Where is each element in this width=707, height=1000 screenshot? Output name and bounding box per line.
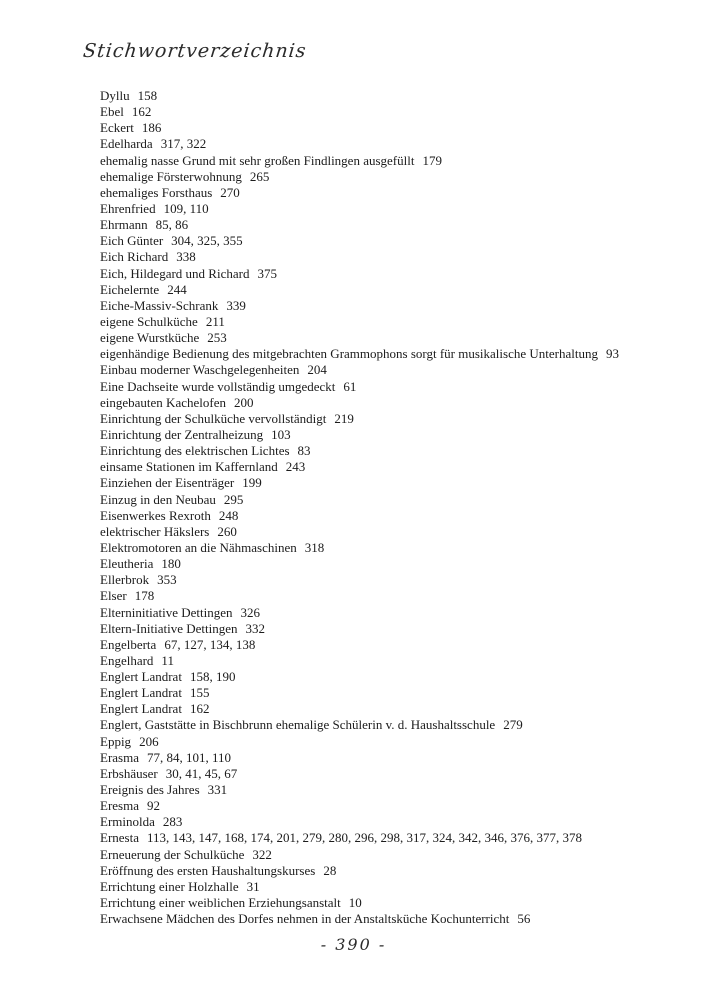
index-entry [100,911,700,927]
entry-term: Errichtung einer Holzhalle [100,878,239,894]
entry-term: Einzug in den Neubau [100,491,216,507]
page-number: - 390 - [320,935,387,954]
entry-term: ehemalig nasse Grund mit sehr großen Findlingen ausgefüllt [100,152,415,168]
entry-term: Ebel [100,104,124,120]
entry-page-numbers: 109, 110 [163,200,209,216]
entry-page-numbers: 10 [348,895,362,911]
entry-term: Einziehen der Eisenträger [100,475,235,491]
entry-page-numbers: 279 [503,717,523,733]
entry-page-numbers: 204 [307,362,327,378]
entry-page-numbers: 93 [605,346,619,362]
index-entry [100,104,700,120]
entry-term: eingebauten Kachelofen [100,394,226,410]
index-entry [100,701,700,717]
entry-page-numbers: 270 [220,184,240,200]
entry-page-numbers: 317, 322 [160,136,207,152]
entry-page-numbers: 318 [304,539,325,555]
index-entry [100,379,700,395]
index-entry [100,734,700,750]
entry-page-numbers: 162 [131,104,152,120]
entry-page-numbers: 332 [245,620,266,636]
index-entry [100,153,700,169]
entry-term: ehemalige Försterwohnung [100,168,242,184]
entry-page-numbers: 30, 41, 45, 67 [165,765,238,781]
entry-page-numbers: 155 [189,685,210,701]
entry-term: Englert Landrat [100,701,182,717]
index-entry [100,847,700,863]
entry-term: Elser [100,588,127,604]
index-entry-list [100,88,700,927]
index-entry [100,766,700,782]
index-entry [100,621,700,637]
index-entry [100,637,700,653]
entry-page-numbers: 103 [271,426,291,442]
index-entry [100,427,700,443]
index-entry [100,217,700,233]
index-entry [100,798,700,814]
entry-page-numbers: 158 [137,88,158,103]
index-entry [100,136,700,152]
entry-term: Erwachsene Mädchen des Dorfes nehmen in der Anstaltsküche Kochunterricht [100,911,510,927]
index-entry [100,185,700,201]
entry-page-numbers: 283 [162,814,183,830]
index-entry [100,282,700,298]
entry-term: Englert Landrat [100,685,182,701]
index-entry [100,169,700,185]
index-entry [100,524,700,540]
index-entry [100,233,700,249]
entry-term: eigene Schulküche [100,313,198,329]
entry-page-numbers: 331 [207,782,228,798]
entry-term: Ernesta [100,830,139,846]
entry-page-numbers: 162 [189,701,210,717]
index-entry [100,669,700,685]
entry-term: Dyllu [100,88,130,103]
entry-term: Eltern-Initiative Dettingen [100,620,238,636]
entry-term: einsame Stationen im Kaffernland [100,459,278,475]
entry-term: Errichtung einer weiblichen Erziehungsanstalt [100,895,341,911]
index-entry [100,443,700,459]
entry-term: Eiche-Massiv-Schrank [100,297,219,313]
entry-term: Eresma [100,798,139,814]
entry-term: Elektromotoren an die Nähmaschinen [100,539,297,555]
entry-term: eigene Wurstküche [100,330,200,346]
index-entry [100,88,700,104]
entry-term: Ehrenfried [100,200,156,216]
entry-page-numbers: 353 [157,572,177,588]
entry-page-numbers: 179 [422,152,442,168]
entry-term: Englert, Gaststätte in Bischbrunn ehemalige Schülerin v. d. Haushaltsschule [100,717,496,733]
index-entry [100,750,700,766]
entry-term: Engelberta [100,636,157,652]
entry-term: Einrichtung des elektrischen Lichtes [100,443,290,459]
entry-page-numbers: 295 [223,491,244,507]
entry-page-numbers: 375 [257,265,277,281]
entry-page-numbers: 28 [323,862,337,878]
entry-page-numbers: 326 [240,604,260,620]
entry-term: Eisenwerkes Rexroth [100,507,211,523]
entry-page-numbers: 186 [141,120,162,136]
index-entry [100,556,700,572]
entry-page-numbers: 61 [343,378,357,394]
entry-page-numbers: 244 [167,281,187,297]
entry-term: eigenhändige Bedienung des mitgebrachten Grammophons sorgt für musikalische Unterhaltung [100,346,598,362]
index-entry [100,572,700,588]
entry-term: Ereignis des Jahres [100,782,200,798]
entry-page-numbers: 67, 127, 134, 138 [164,636,256,652]
entry-page-numbers: 113, 143, 147, 168, 174, 201, 279, 280, 296, 298, 317, 324, 342, 346, 376, 377, 378 [146,830,583,846]
entry-term: ehemaliges Forsthaus [100,184,213,200]
entry-page-numbers: 178 [134,588,155,604]
entry-term: elektrischer Häkslers [100,523,210,539]
index-entry [100,120,700,136]
entry-page-numbers: 248 [218,507,239,523]
entry-page-numbers: 77, 84, 101, 110 [146,749,232,765]
entry-page-numbers: 304, 325, 355 [171,233,243,249]
entry-term: Eich Richard [100,249,169,265]
entry-term: Edelharda [100,136,153,152]
entry-term: Einrichtung der Zentralheizung [100,426,264,442]
entry-page-numbers: 56 [517,911,531,927]
index-entry [100,395,700,411]
index-entry [100,540,700,556]
entry-page-numbers: 339 [226,297,246,313]
entry-term: Eppig [100,733,132,749]
index-entry [100,266,700,282]
entry-term: Erneuerung der Schulküche [100,846,245,862]
entry-term: Ehrmann [100,217,148,233]
index-entry [100,201,700,217]
index-entry [100,508,700,524]
index-entry [100,411,700,427]
index-entry [100,249,700,265]
entry-term: Englert Landrat [100,669,182,685]
index-entry [100,346,700,362]
entry-term: Eich Günter [100,233,164,249]
index-entry [100,895,700,911]
index-entry [100,314,700,330]
entry-term: Erbshäuser [100,765,158,781]
entry-term: Einbau moderner Waschgelegenheiten [100,362,300,378]
entry-page-numbers: 31 [246,878,260,894]
page-heading: Stichwortverzeichnis [82,40,308,62]
entry-term: Engelhard [100,652,154,668]
entry-term: Eine Dachseite wurde vollständig umgedeckt [100,378,336,394]
entry-page-numbers: 83 [297,443,311,459]
index-entry [100,588,700,604]
entry-page-numbers: 206 [139,733,159,749]
index-entry [100,362,700,378]
entry-term: Erminolda [100,814,155,830]
entry-page-numbers: 211 [205,313,225,329]
index-entry [100,459,700,475]
index-entry [100,830,700,846]
entry-page-numbers: 199 [242,475,262,491]
entry-term: Eich, Hildegard und Richard [100,265,250,281]
entry-term: Eichelernte [100,281,160,297]
index-entry [100,717,700,733]
index-entry [100,475,700,491]
index-entry [100,814,700,830]
entry-term: Eckert [100,120,134,136]
entry-page-numbers: 338 [176,249,196,265]
index-entry [100,879,700,895]
index-entry [100,605,700,621]
entry-page-numbers: 243 [285,459,306,475]
entry-page-numbers: 253 [207,330,227,346]
index-entry [100,782,700,798]
entry-page-numbers: 322 [252,846,272,862]
entry-page-numbers: 200 [233,394,254,410]
entry-term: Eleutheria [100,556,154,572]
index-entry [100,330,700,346]
entry-term: Eröffnung des ersten Haushaltungskurses [100,862,316,878]
entry-term: Ellerbrok [100,572,150,588]
entry-page-numbers: 265 [249,168,270,184]
index-entry [100,298,700,314]
index-entry [100,653,700,669]
entry-page-numbers: 92 [146,798,160,814]
index-entry [100,492,700,508]
entry-page-numbers: 158, 190 [189,669,236,685]
entry-page-numbers: 219 [334,410,354,426]
entry-page-numbers: 260 [217,523,237,539]
index-entry [100,685,700,701]
entry-page-numbers: 180 [161,556,181,572]
index-entry [100,863,700,879]
entry-term: Einrichtung der Schulküche vervollständigt [100,410,327,426]
entry-page-numbers: 85, 86 [155,217,189,233]
entry-page-numbers: 11 [161,652,174,668]
entry-term: Erasma [100,749,139,765]
entry-term: Elterninitiative Dettingen [100,604,233,620]
